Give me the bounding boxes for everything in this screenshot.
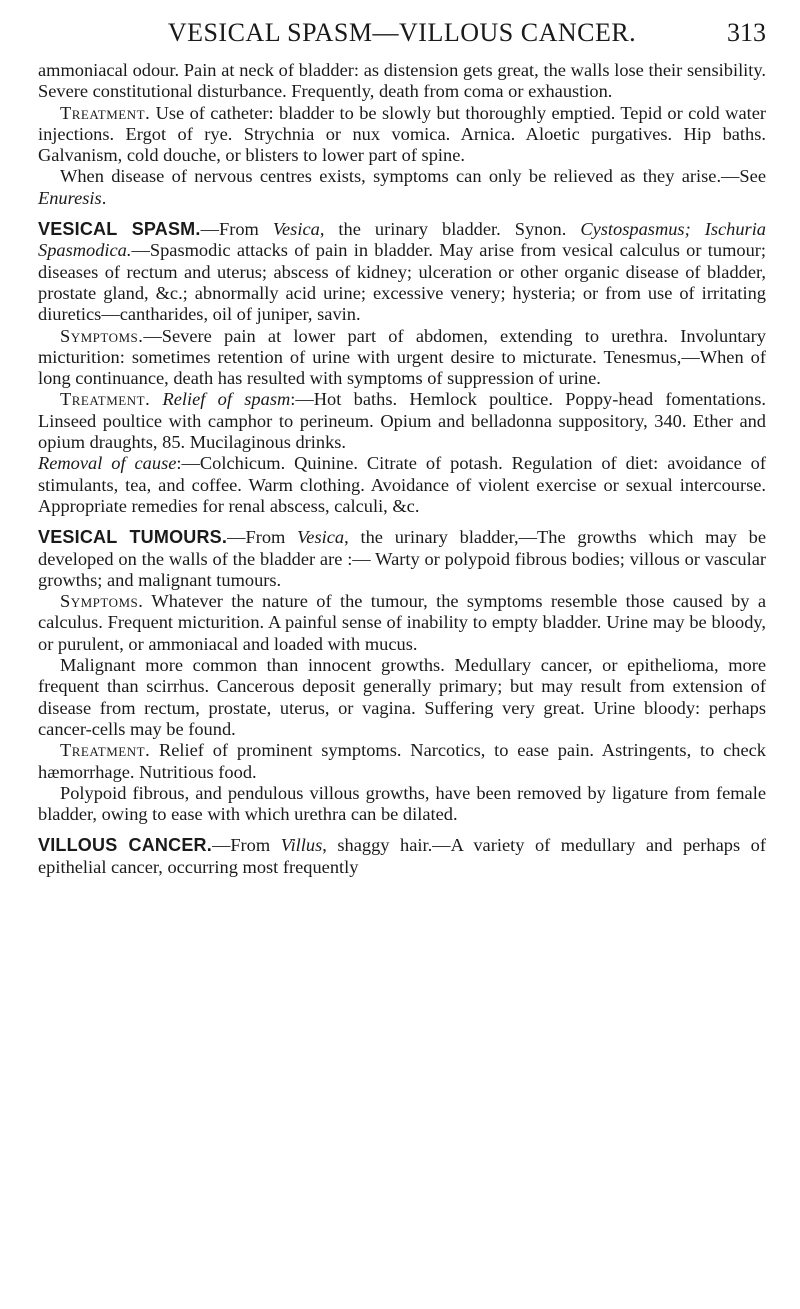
section-label: Symptoms. (60, 591, 144, 612)
running-head (38, 12, 766, 60)
section-label: Treatment. (60, 740, 151, 761)
paragraph-vt-malignant: Malignant more common than innocent growths. Medullary cancer, or epithelioma, more frequent than scirrhus. Cancerous deposit generally primary; but may result from extension of disease from rectum, prostate, uterus, or vagina. Suffering very great. Urine bloody: perhaps cancer-cells may be found. (38, 655, 766, 739)
section-label: Treatment. (60, 102, 151, 123)
paragraph-continuation: ammoniacal odour. Pain at neck of bladder: as distension gets great, the walls lose their sensibility. Severe constitutional disturbance. Frequently, death from coma or exhaustion. (38, 60, 766, 102)
entry-vesical-spasm: VESICAL SPASM.—From Vesica, the urinary bladder. Synon. Cystospasmus; Ischuria Spasmodica.—Spasmodic attacks of pain in bladder. May arise from vesical calculus or tumour; diseases of rectum and uterus; abscess of kidney; ulceration or other organic disease of bladder, prostate gland, &c.; abnormally acid urine; excessive venery; hysteria; or from use of irritating diuretics—cantharides, oil of juniper, savin. (38, 219, 766, 325)
subheading: Removal of cause (38, 453, 177, 474)
entry-headword: VESICAL TUMOURS. (38, 527, 228, 548)
etymology: Villus (280, 835, 323, 856)
entry-vesical-tumours: VESICAL TUMOURS.—From Vesica, the urinary bladder,—The growths which may be developed on the walls of the bladder are :— Warty or polypoid fibrous bodies; villous or vascular growths; and malignant tumours. (38, 527, 766, 590)
paragraph-nervous-centres: When disease of nervous centres exists, symptoms can only be relieved as they arise.—See Enuresis. (38, 166, 766, 208)
paragraph-vs-removal: Removal of cause:—Colchicum. Quinine. Citrate of potash. Regulation of diet: avoidance of stimulants, tea, and coffee. Warm clothing. Avoidance of violent exercise or sexual intercourse. Appropriate remedies for renal abscess, calculi, &c. (38, 453, 766, 516)
paragraph-treatment-retention: Treatment. Use of catheter: bladder to be slowly but thoroughly emptied. Tepid or cold water injections. Ergot of rye. Strychnia or nux vomica. Arnica. Aloetic purgatives. Hip baths. Galvanism, cold douche, or blisters to lower part of spine. (38, 102, 766, 166)
subheading: Relief of spasm (162, 389, 291, 410)
paragraph-vs-treatment: Treatment. Relief of spasm:—Hot baths. Hemlock poultice. Poppy-head fomentations. Linseed poultice with camphor to perineum. Opium and belladonna suppository, 340. Ether and opium draughts, 85. Mucilaginous drinks. (38, 389, 766, 453)
entry-headword: VILLOUS CANCER. (38, 835, 212, 856)
page-title: VESICAL SPASM—VILLOUS CANCER. (167, 18, 637, 47)
section-label: Treatment. (60, 389, 151, 410)
etymology: Vesica (297, 527, 345, 548)
page-number: 313 (727, 18, 766, 47)
paragraph-vt-polypoid: Polypoid fibrous, and pendulous villous growths, have been removed by ligature from female bladder, owing to ease with which urethra can be dilated. (38, 782, 766, 825)
paragraph-vs-symptoms: Symptoms.—Severe pain at lower part of abdomen, extending to urethra. Involuntary micturition: sometimes retention of urine with urgent desire to micturate. Tenesmus,—When of long continuance, death has resulted with symptoms of suppression of urine. (38, 325, 766, 389)
cross-reference: Enuresis (38, 187, 102, 208)
entry-villous-cancer: VILLOUS CANCER.—From Villus, shaggy hair.—A variety of medullary and perhaps of epithelial cancer, occurring most frequently (38, 835, 766, 877)
paragraph-vt-symptoms: Symptoms. Whatever the nature of the tumour, the symptoms resemble those caused by a calculus. Frequent micturition. A painful sense of inability to empty bladder. Urine may be bloody, or purulent, or ammoniacal and loaded with mucus. (38, 591, 766, 654)
section-label: Symptoms. (60, 325, 144, 346)
page-body (38, 60, 766, 878)
entry-headword: VESICAL SPASM. (38, 219, 201, 240)
paragraph-vt-treatment: Treatment. Relief of prominent symptoms. Narcotics, to ease pain. Astringents, to check hæmorrhage. Nutritious food. (38, 740, 766, 782)
synonyms: Cystospasmus; Ischuria Spasmodica. (38, 219, 766, 261)
etymology: Vesica (272, 219, 320, 240)
